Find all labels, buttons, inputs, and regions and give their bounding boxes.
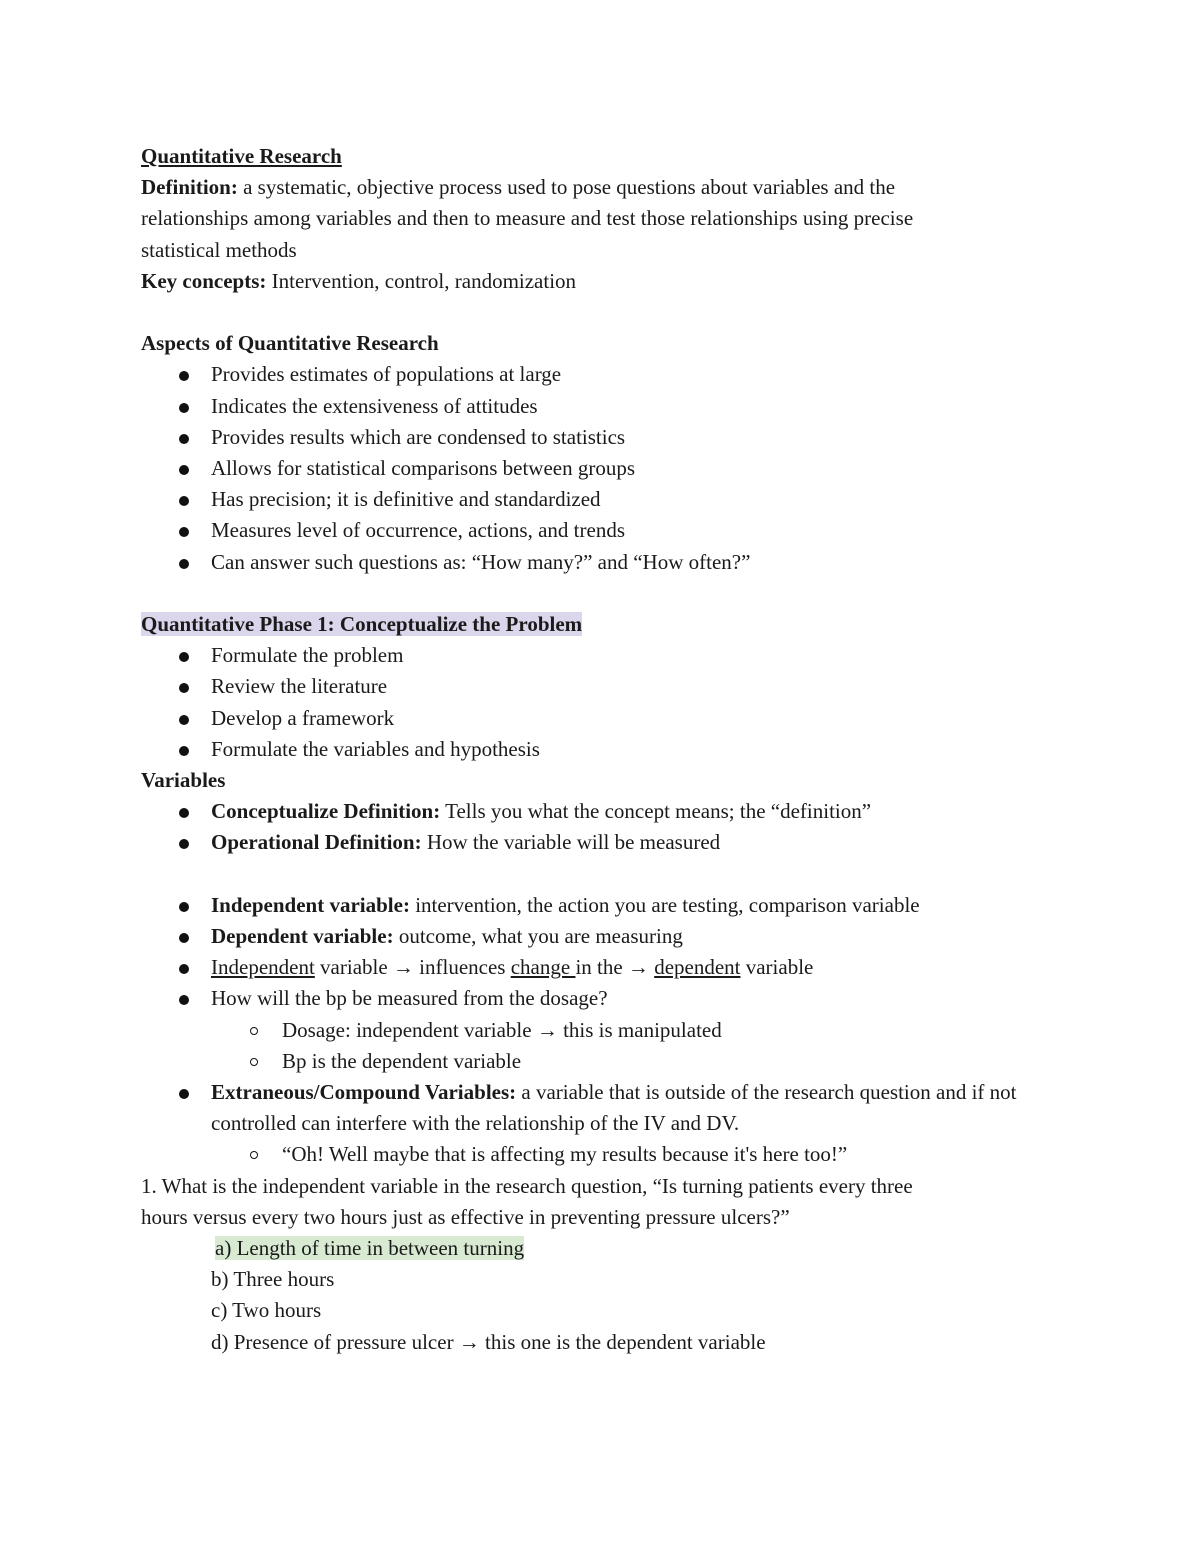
variables-heading: Variables [141,768,226,793]
sub-list-item [141,1015,1071,1046]
list-item-text: Provides results which are condensed to statistics [211,424,626,449]
underlined-word: Independent [211,955,315,980]
definition-line-2: relationships among variables and then to measure and test those relationships using precise [141,206,914,231]
list-item-text: Dosage: independent variable → this is manipulated [282,1017,722,1042]
question-line-1: 1. What is the independent variable in the research question, “Is turning patients every three [141,1173,913,1198]
key-concepts-label: Key concepts: [141,268,267,293]
variables-types-list [141,890,1071,1015]
list-item [141,703,1071,734]
list-item [141,983,1071,1014]
bullet-icon [179,715,189,725]
bullet-icon [179,527,189,537]
bullet-icon [179,403,189,413]
list-item-text: Has precision; it is definitive and standardized [211,487,601,512]
phase1-list [141,640,1071,765]
key-concepts-text: Intervention, control, randomization [266,268,577,293]
option-a [211,1233,1071,1264]
list-item [141,796,1071,827]
option-a-highlight: a) Length of time in between turning [215,1236,525,1261]
variables-definitions-list [141,796,1071,858]
term-label: Extraneous/Compound Variables: [211,1080,517,1105]
list-item [141,359,1071,390]
list-item-text: How will the bp be measured from the dosage? [211,986,608,1011]
list-item [141,515,1071,546]
option-d: d) Presence of pressure ulcer → this one is the dependent variable [211,1329,766,1354]
spacer [141,859,1071,890]
list-item-text: Indicates the extensiveness of attitudes [211,393,538,418]
bullet-icon [179,683,189,693]
spacer [141,578,1071,609]
option-c: c) Two hours [211,1298,322,1323]
bullet-icon [179,995,189,1005]
list-item [141,1077,1071,1139]
bullet-icon [179,933,189,943]
bullet-icon [179,434,189,444]
hollow-bullet-icon [250,1058,258,1066]
term-text: outcome, what you are measuring [393,924,683,949]
list-item-text: Formulate the problem [211,643,404,668]
definition-line-3: statistical methods [141,237,297,262]
underlined-word: change [510,955,576,980]
sub-list-item [141,1139,1071,1170]
hollow-bullet-icon [250,1151,258,1159]
bp-sublist [141,1015,1071,1077]
list-item-text: variable → influences [314,955,511,980]
spacer [141,297,1071,328]
definition-text-1: a systematic, objective process used to pose questions about variables and the [237,175,896,200]
list-item [141,547,1071,578]
term-label: Conceptualize Definition: [211,799,441,824]
term-label: Operational Definition: [211,830,422,855]
term-text: intervention, the action you are testing, comparison variable [409,892,920,917]
bullet-icon [179,559,189,569]
list-item-text: “Oh! Well maybe that is affecting my results because it's here too!” [282,1142,848,1167]
answer-options [141,1233,1071,1358]
bullet-icon [179,1089,189,1099]
list-item-text: Can answer such questions as: “How many?” and “How often?” [211,549,751,574]
option-b: b) Three hours [211,1267,335,1292]
term-text: How the variable will be measured [421,830,721,855]
list-item-text: Measures level of occurrence, actions, and trends [211,518,625,543]
list-item [141,671,1071,702]
list-item [141,422,1071,453]
list-item [141,952,1071,983]
list-item-text: Formulate the variables and hypothesis [211,736,540,761]
list-item [141,921,1071,952]
term-text: a variable that is outside of the research question and if not controlled can interfere with the relationship of the IV and DV. [211,1080,1017,1136]
underlined-word: dependent [654,955,741,980]
bullet-icon [179,371,189,381]
list-item [141,734,1071,765]
bullet-icon [179,808,189,818]
aspects-heading: Aspects of Quantitative Research [141,331,439,356]
extraneous-sublist [141,1139,1071,1170]
list-item [141,640,1071,671]
list-item-text: in the → [575,955,655,980]
list-item-text: Review the literature [211,674,388,699]
list-item-text: Bp is the dependent variable [282,1048,522,1073]
list-item [141,890,1071,921]
bullet-icon [179,902,189,912]
bullet-icon [179,496,189,506]
bullet-icon [179,746,189,756]
extraneous-list [141,1077,1071,1139]
page-title: Quantitative Research [141,144,342,168]
phase1-heading [141,609,1071,640]
bullet-icon [179,964,189,974]
list-item-text: Allows for statistical comparisons between groups [211,456,635,481]
bullet-icon [179,652,189,662]
list-item [141,391,1071,422]
aspects-list [141,359,1071,577]
definition-line-1 [141,172,1071,203]
phase1-heading-highlight: Quantitative Phase 1: Conceptualize the Problem [141,612,583,637]
term-text: Tells you what the concept means; the “definition” [440,799,872,824]
document-page [141,141,1071,1358]
list-item-text: variable [740,955,814,980]
list-item [141,453,1071,484]
sub-list-item [141,1046,1071,1077]
term-label: Dependent variable: [211,924,394,949]
list-item-text: Provides estimates of populations at large [211,362,562,387]
list-item [141,827,1071,858]
bullet-icon [179,465,189,475]
key-concepts [141,266,1071,297]
definition-label: Definition: [141,175,238,200]
term-label: Independent variable: [211,892,410,917]
question-line-2: hours versus every two hours just as effective in preventing pressure ulcers?” [141,1204,790,1229]
bullet-icon [179,839,189,849]
list-item-text: Develop a framework [211,705,395,730]
hollow-bullet-icon [250,1027,258,1035]
list-item [141,484,1071,515]
